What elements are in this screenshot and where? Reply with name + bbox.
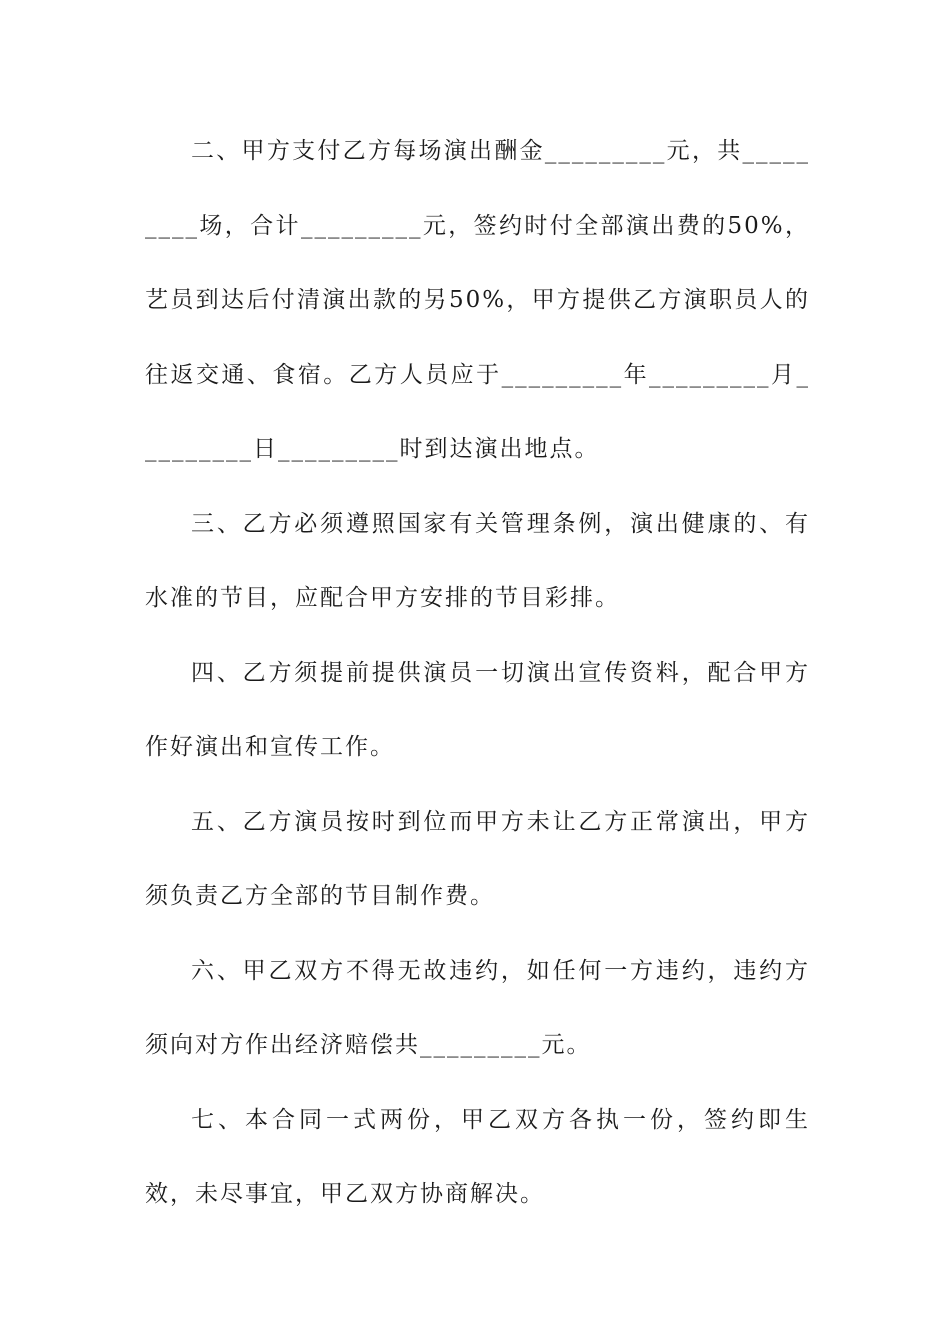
clause-4-publicity-materials: 四、乙方须提前提供演员一切演出宣传资料，配合甲方作好演出和宣传工作。	[145, 659, 810, 760]
clause-2-payment: 二、甲方支付乙方每场演出酬金_________元，共_________场，合计_________元，签约时付全部演出费的50%，艺员到达后付清演出款的另50%，甲方提供乙方演职员人的往返交通、食宿。乙方人员应于_________年_________月_________日_________时到达演出地点。	[145, 138, 810, 462]
clause-7-effectiveness: 七、本合同一式两份，甲乙双方各执一份，签约即生效，未尽事宜，甲乙双方协商解决。	[145, 1106, 810, 1207]
clause-5-production-fee: 五、乙方演员按时到位而甲方未让乙方正常演出，甲方须负责乙方全部的节目制作费。	[145, 808, 810, 909]
clause-3-program-quality: 三、乙方必须遵照国家有关管理条例，演出健康的、有水准的节目，应配合甲方安排的节目彩排。	[145, 510, 810, 611]
clause-6-breach-compensation: 六、甲乙双方不得无故违约，如任何一方违约，违约方须向对方作出经济赔偿共_________元。	[145, 957, 810, 1058]
contract-body	[145, 114, 810, 1232]
